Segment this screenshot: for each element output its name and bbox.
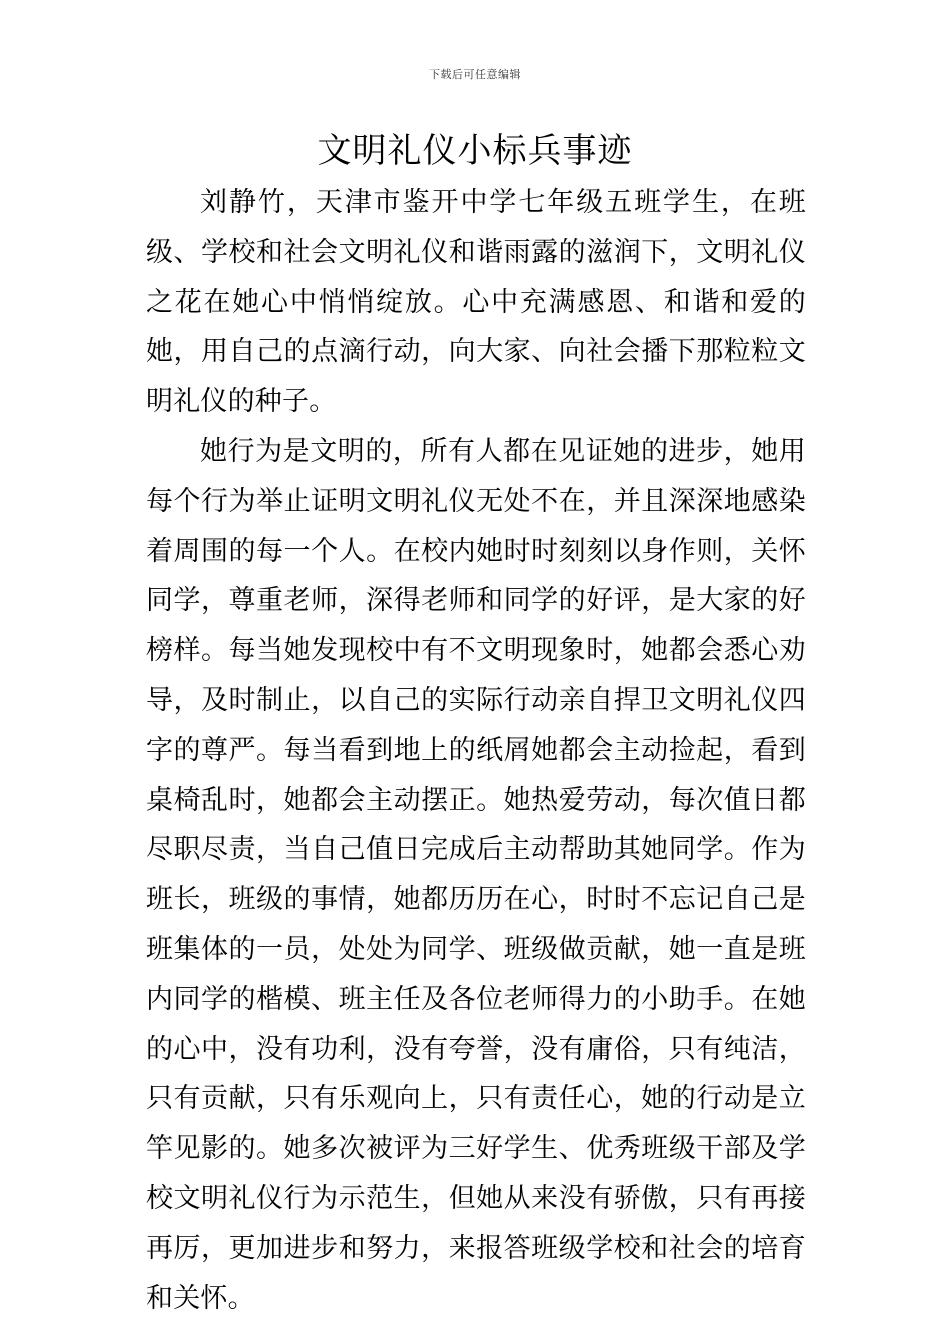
- document-body: [146, 178, 806, 1323]
- paragraph-2: 她行为是文明的，所有人都在见证她的进步，她用每个行为举止证明文明礼仪无处不在，并且深深地感染着周围的每一个人。在校内她时时刻刻以身作则，关怀同学，尊重老师，深得老师和同学的好评，是大家的好榜样。每当她发现校中有不文明现象时，她都会悉心劝导，及时制止，以自己的实际行动亲自捍卫文明礼仪四字的尊严。每当看到地上的纸屑她都会主动捡起，看到桌椅乱时，她都会主动摆正。她热爱劳动，每次值日都尽职尽责，当自己值日完成后主动帮助其她同学。作为班长，班级的事情，她都历历在心，时时不忘记自己是班集体的一员，处处为同学、班级做贡献，她一直是班内同学的楷模、班主任及各位老师得力的小助手。在她的心中，没有功利，没有夸誉，没有庸俗，只有纯洁，只有贡献，只有乐观向上，只有责任心，她的行动是立竿见影的。她多次被评为三好学生、优秀班级干部及学校文明礼仪行为示范生，但她从来没有骄傲，只有再接再厉，更加进步和努力，来报答班级学校和社会的培育和关怀。: [146, 435, 806, 1314]
- document-title: 文明礼仪小标兵事迹: [317, 131, 633, 171]
- paragraph-1: 刘静竹，天津市鉴开中学七年级五班学生，在班级、学校和社会文明礼仪和谐雨露的滋润下，文明礼仪之花在她心中悄悄绽放。心中充满感恩、和谐和爱的她，用自己的点滴行动，向大家、向社会播下那粒粒文明礼仪的种子。: [146, 187, 806, 418]
- header-note: 下载后可任意编辑: [429, 68, 521, 81]
